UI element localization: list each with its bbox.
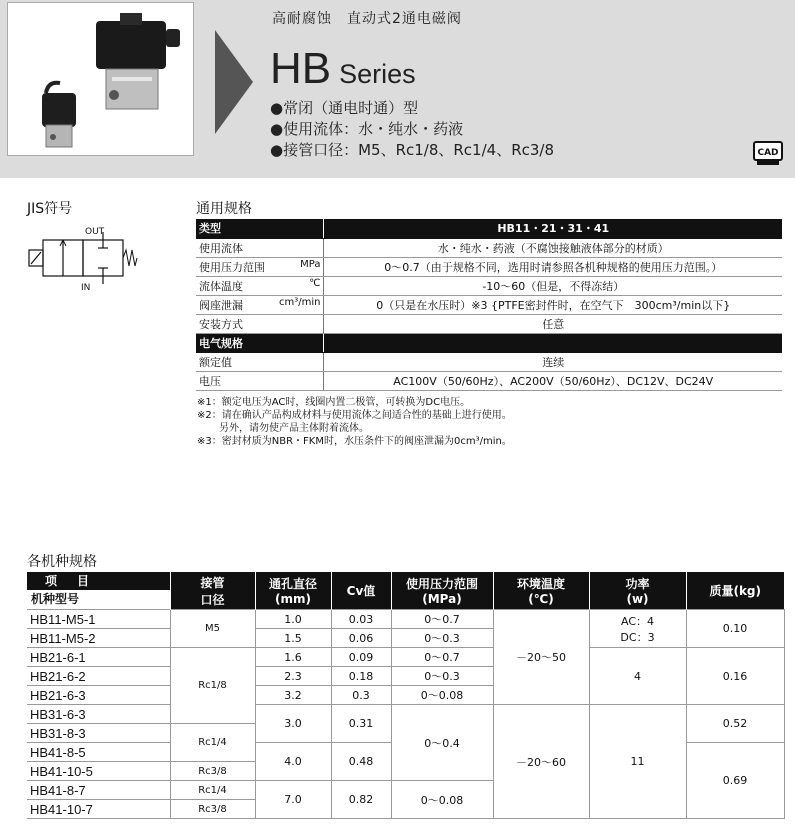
model-cell: HB21-6-3: [27, 686, 170, 705]
port-cell: Rc1/4: [170, 724, 255, 762]
port-cell: Rc3/8: [170, 762, 255, 781]
spec-value: 0～0.7（由于规格不同，选用时请参照各机种规格的使用压力范围。）: [323, 257, 782, 276]
in-port-label: IN: [81, 283, 91, 292]
pressure-cell: 0～0.7: [391, 648, 493, 667]
pressure-cell: 0～0.7: [391, 610, 493, 629]
footnotes: [197, 396, 512, 448]
orifice-cell: 3.0: [255, 705, 331, 743]
spec-value: 0（只是在水压时）※3 {PTFE密封件时，在空气下 300cm³/min以下}: [323, 295, 782, 314]
temp-cell: －20～60: [493, 705, 589, 819]
table-row: [196, 371, 782, 390]
spec-label-text: 阀座泄漏: [199, 298, 243, 312]
spec-unit: MPa: [300, 258, 321, 270]
header-power-text: 功率 (w): [625, 577, 650, 606]
spec-label: [196, 352, 323, 371]
pressure-cell: 0～0.3: [391, 629, 493, 648]
table-row: [196, 333, 782, 352]
orifice-cell: 1.0: [255, 610, 331, 629]
header-orifice: [255, 572, 331, 610]
spec-value: -10～60（但是，不得冻结）: [323, 276, 782, 295]
cv-cell: 0.48: [331, 743, 391, 781]
model-spec-title: 各机种规格: [27, 554, 97, 570]
model-cell: HB31-8-3: [27, 724, 170, 743]
footnote: 另外，请勿使产品主体附着流体。: [219, 423, 369, 434]
feature-item: ●使用流体：水・纯水・药液: [270, 120, 464, 138]
spec-label-text: 额定值: [199, 355, 232, 369]
spec-value: 连续: [323, 352, 782, 371]
orifice-cell: 3.2: [255, 686, 331, 705]
weight-cell: 0.16: [686, 648, 784, 705]
model-cell: HB31-6-3: [27, 705, 170, 724]
model-cell: HB21-6-2: [27, 667, 170, 686]
orifice-cell: 1.6: [255, 648, 331, 667]
weight-cell: 0.69: [686, 743, 784, 819]
header-power: [589, 572, 686, 610]
orifice-cell: 4.0: [255, 743, 331, 781]
power-ac: AC：4: [620, 614, 654, 628]
pressure-cell: 0～0.08: [391, 686, 493, 705]
temp-cell: －20～50: [493, 610, 589, 705]
power-cell: 4: [589, 648, 686, 705]
header-port-text: 接管 口径: [200, 575, 225, 607]
feature-item: ●接管口径：M5、Rc1/8、Rc1/4、Rc3/8: [270, 141, 555, 159]
out-port-label: OUT: [85, 227, 105, 237]
spec-label-text: 使用流体: [199, 241, 243, 255]
spec-label-text: 安装方式: [199, 317, 243, 331]
series-code: HB: [270, 44, 332, 93]
model-cell: HB11-M5-1: [27, 610, 170, 629]
header-model: [27, 590, 170, 609]
table-row: [196, 295, 782, 314]
cad-icon[interactable]: [753, 141, 783, 167]
port-cell: Rc3/8: [170, 800, 255, 819]
header-port: [170, 572, 255, 610]
spec-label: [196, 371, 323, 390]
power-cell: [589, 610, 686, 648]
page-header: [0, 0, 795, 178]
product-subtitle: 高耐腐蚀 直动式2通电磁阀: [272, 11, 462, 27]
spec-value: 任意: [323, 314, 782, 333]
weight-cell: 0.52: [686, 705, 784, 743]
cv-cell: 0.09: [331, 648, 391, 667]
spec-label: [196, 276, 323, 295]
header-weight-text: 质量(kg): [709, 584, 762, 598]
orifice-cell: 1.5: [255, 629, 331, 648]
weight-cell: 0.10: [686, 610, 784, 648]
spec-label: [196, 314, 323, 333]
general-spec-table: [196, 219, 782, 391]
power-cell: 11: [589, 705, 686, 819]
table-row: [196, 257, 782, 276]
model-spec-table: [27, 572, 785, 819]
spec-unit: ℃: [309, 277, 321, 289]
port-cell: Rc1/4: [170, 781, 255, 800]
header-cv: [331, 572, 391, 610]
general-spec-title: 通用规格: [196, 201, 252, 217]
valve-symbol: [15, 222, 140, 292]
model-cell: HB41-8-7: [27, 781, 170, 800]
model-cell: HB41-10-5: [27, 762, 170, 781]
spec-unit: cm³/min: [279, 296, 321, 308]
pressure-cell: 0～0.08: [391, 781, 493, 819]
cv-cell: 0.06: [331, 629, 391, 648]
spec-label-text: 电压: [199, 374, 221, 388]
model-cell: HB41-10-7: [27, 800, 170, 819]
header-pressure-text: 使用压力范围 (MPa): [405, 577, 478, 606]
header-item-model: [27, 572, 170, 610]
cv-cell: 0.82: [331, 781, 391, 819]
spec-label: [196, 295, 323, 314]
spec-label: [196, 257, 323, 276]
footnote: ※3：密封材质为NBR・FKM时，水压条件下的阀座泄漏为0cm³/min。: [197, 436, 512, 447]
spec-value: HB11・21・31・41: [323, 219, 782, 238]
model-cell: HB21-6-1: [27, 648, 170, 667]
header-item: 项 目: [45, 574, 94, 588]
cv-cell: 0.3: [331, 686, 391, 705]
series-title: [270, 44, 416, 94]
footnote: ※2：请在确认产品构成材料与使用流体之间适合性的基础上进行使用。: [197, 410, 512, 421]
port-cell: M5: [170, 610, 255, 648]
spec-value: [323, 333, 782, 352]
pressure-cell: 0～0.4: [391, 705, 493, 781]
header-weight: [686, 572, 784, 610]
orifice-cell: 7.0: [255, 781, 331, 819]
cv-cell: 0.18: [331, 667, 391, 686]
table-row: [27, 705, 784, 724]
cad-label: CAD: [757, 148, 779, 158]
table-row: [196, 314, 782, 333]
table-header-row: [27, 572, 784, 610]
series-label: Series: [339, 59, 416, 89]
table-row: [196, 276, 782, 295]
header-pressure: [391, 572, 493, 610]
spec-label: [196, 238, 323, 257]
feature-list: [270, 98, 554, 161]
feature-item: ●常闭（通电时通）型: [270, 99, 419, 117]
header-cv-text: Cv值: [346, 584, 376, 598]
table-row: [27, 610, 784, 629]
header-temp-text: 环境温度 (℃): [516, 577, 565, 606]
port-cell: Rc1/8: [170, 648, 255, 724]
pressure-cell: 0～0.3: [391, 667, 493, 686]
power-dc: DC：3: [620, 630, 655, 644]
jis-title: JIS符号: [27, 201, 73, 217]
table-row: [196, 352, 782, 371]
spec-label-text: 使用压力范围: [199, 260, 265, 274]
cv-cell: 0.31: [331, 705, 391, 743]
header-arrow: [215, 30, 253, 134]
model-cell: HB41-8-5: [27, 743, 170, 762]
model-cell: HB11-M5-2: [27, 629, 170, 648]
header-model-text: 机种型号: [31, 592, 80, 606]
table-row: [27, 648, 784, 667]
spec-label-text: 流体温度: [199, 279, 243, 293]
header-orifice-text: 通孔直径 (mm): [268, 577, 317, 606]
spec-label: 电气规格: [196, 333, 323, 352]
header-temp: [493, 572, 589, 610]
spec-value: AC100V（50/60Hz）、AC200V（50/60Hz）、DC12V、DC24V: [323, 371, 782, 390]
orifice-cell: 2.3: [255, 667, 331, 686]
spec-label: 类型: [196, 219, 323, 238]
cv-cell: 0.03: [331, 610, 391, 629]
footnote: ※1：额定电压为AC时，线圈内置二极管，可转换为DC电压。: [197, 397, 471, 408]
product-photo: [7, 2, 194, 156]
table-row: [196, 238, 782, 257]
spec-value: 水・纯水・药液（不腐蚀接触液体部分的材质）: [323, 238, 782, 257]
table-row: [196, 219, 782, 238]
